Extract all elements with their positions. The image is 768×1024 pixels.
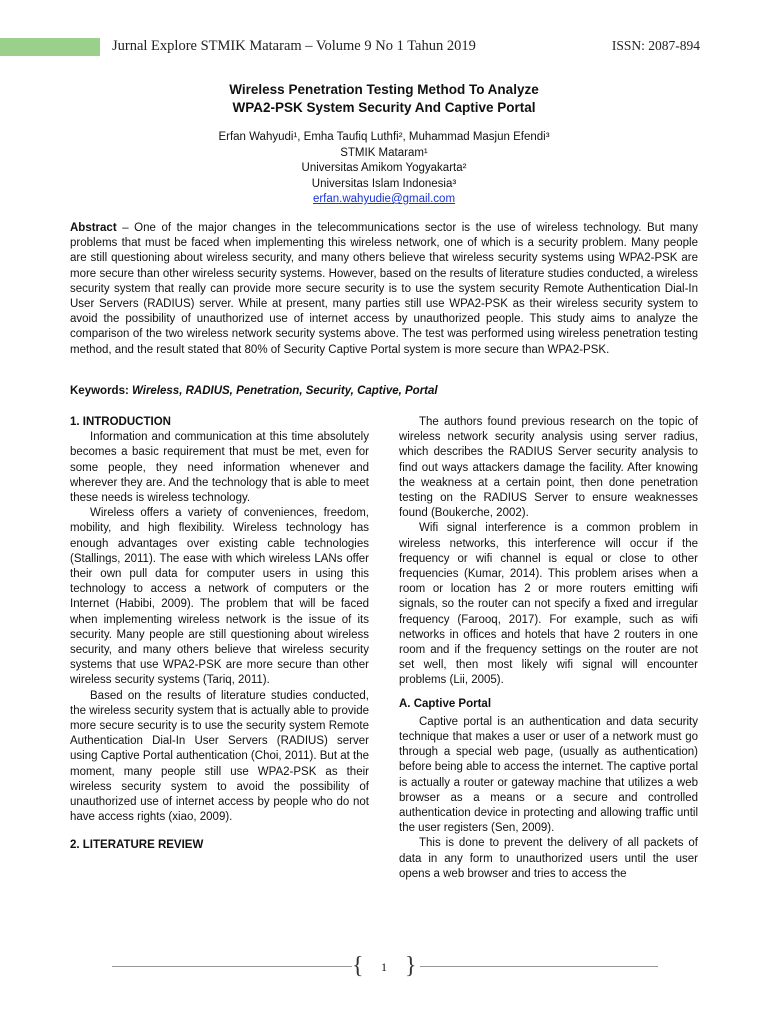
paragraph: The authors found previous research on the topic of wireless network security analysis using server radius, which describes the RADIUS Server security analysis to find out ways attackers damage the facility. After knowing the weakness at a certain point, then done penetration testing on the RADIUS Server to ensure weaknesses found (Boukerche, 2002). <box>399 416 698 520</box>
journal-name: Jurnal Explore STMIK Mataram – Volume 9 No 1 Tahun 2019 <box>112 38 476 54</box>
paragraph: Wifi signal interference is a common problem in wireless networks, this interference will occur if the frequency or wifi channel is equal or close to other frequencies (Kumar, 2014). This problem arises when a room or location has 2 or more routers emitting wifi signals, so the router can not specify a fixed and irregular frequency (Farooq, 2017). For example, such as wifi networks in offices and hotels that have 2 routers in one room and if the frequency settings on the router are not set well, then most likely wifi signal will encounter problems (Lii, 2005). <box>399 522 698 687</box>
abstract <box>70 221 698 358</box>
keywords <box>70 385 698 397</box>
right-column <box>399 415 698 882</box>
page-number: 1 <box>381 960 387 974</box>
author-names: Erfan Wahyudi¹, Emha Taufiq Luthfi², Muhammad Masjun Efendi³ <box>218 131 550 143</box>
paragraph: Wireless offers a variety of conveniences, freedom, mobility, and high flexibility. Wireless technology has enough advantages over existing cable technologies (Stallings, 2011). The ease with which wireless LANs offer their own pull data for computer users in using this technology to access a network of computers or the Internet (Habibi, 2009). The problem that will be faced when implementing wireless network is the issue of its security. Many people are still questioning about wireless security, and many others believe that wireless security systems that use WPA2-PSK are more secure than other wireless security systems (Tariq, 2011). <box>70 507 369 687</box>
title-line-2: WPA2-PSK System Security And Captive Portal <box>232 100 536 115</box>
paper-title <box>0 81 768 117</box>
section-heading-introduction: 1. INTRODUCTION <box>70 416 171 428</box>
footer-rule-left <box>112 966 352 967</box>
paragraph: Captive portal is an authentication and data security technique that makes a user or user of a network must go through a special web page, (usually as authentication) before being able to access the internet. The captive portal is actually a router or gateway machine that utilizes a web browser as a means or a secure and controlled authentication device in protecting and allowing traffic until the user registers (Sen, 2009). <box>399 715 698 835</box>
keywords-label: Keywords: <box>70 385 129 397</box>
issn: ISSN: 2087-894 <box>611 38 700 53</box>
affiliation-1: STMIK Mataram¹ <box>340 146 428 159</box>
affiliation-3: Universitas Islam Indonesia³ <box>311 177 457 190</box>
paragraph: Based on the results of literature studies conducted, the wireless security system that is actually able to provide more secure security is to use the security system Remote Authentication Dial-In User Servers (RADIUS) server using Captive Portal authentication (Choi, 2011). But at the moment, many people still use WPA2-PSK as their wireless security system to avoid the possibility of unauthorized use of internet access by people who do not have access rights (xiao, 2009). <box>70 689 369 824</box>
footer-rule-right <box>420 966 658 967</box>
abstract-label: Abstract <box>70 222 117 234</box>
author-block <box>0 130 768 208</box>
subsection-heading-captive-portal: A. Captive Portal <box>399 697 492 710</box>
section-heading-literature-review: 2. LITERATURE REVIEW <box>70 839 204 852</box>
header-color-bar <box>0 38 100 56</box>
title-line-1: Wireless Penetration Testing Method To Analyze <box>229 82 539 97</box>
left-column <box>70 415 369 854</box>
paragraph: This is done to prevent the delivery of all packets of data in any form to unauthorized users until the user opens a web browser and tries to access the <box>399 837 698 880</box>
abstract-text: – One of the major changes in the telecommunications sector is the use of wireless technology. But many problems that must be faced when implementing this wireless network, one of which is a security problem. Many people are still questioning about wireless security, and many others believe that wireless security systems using WPA2-PSK are more secure than other wireless security systems. However, based on the results of literature studies conducted, a wireless security system that really can provide more secure security is to use the system security Remote Authentication Dial-In User Servers (RADIUS) server. While at present, many parties still use WPA2-PSK as their wireless security system to avoid the possibility of unauthorized use of internet access by unauthorized people. This study aims to analyze the comparison of the two wireless network security systems above. The test was performed using wireless penetration testing method, and the result stated that 80% of Security Captive Portal system is more secure than WPA2-PSK. <box>70 222 698 356</box>
keywords-text: Wireless, RADIUS, Penetration, Security, Captive, Portal <box>132 385 438 397</box>
author-email-link[interactable]: erfan.wahyudie@gmail.com <box>312 193 456 205</box>
paragraph: Information and communication at this time absolutely becomes a basic requirement that must be met, even for some people, they need information whenever and wherever they are. And the technology that is able to meet these needs is wireless technology. <box>70 431 369 505</box>
affiliation-2: Universitas Amikom Yogyakarta² <box>301 162 467 174</box>
footer-brace-left: { <box>352 953 364 979</box>
footer-brace-right: } <box>405 953 417 979</box>
